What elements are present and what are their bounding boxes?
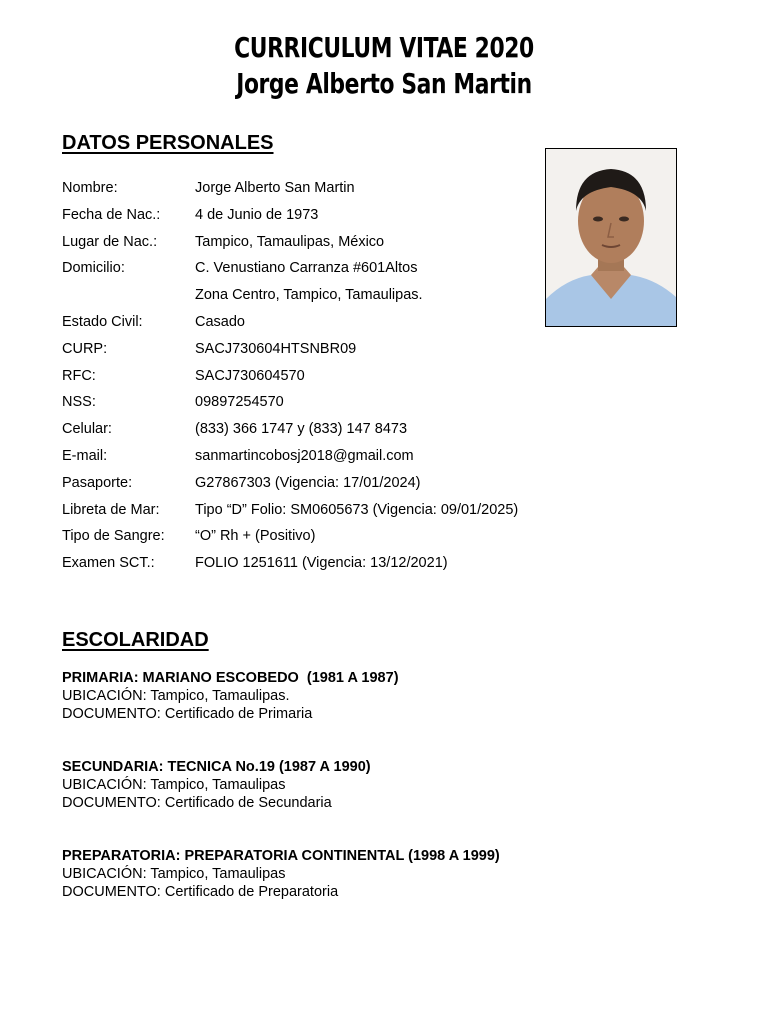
personal-row-domicilio <box>62 258 518 285</box>
field-label: Tipo de Sangre: <box>62 528 165 545</box>
field-value: (833) 366 1747 y (833) 147 8473 <box>195 421 408 438</box>
field-value: 09897254570 <box>195 394 284 411</box>
personal-row-email <box>62 446 518 473</box>
education-location: UBICACIÓN: Tampico, Tamaulipas <box>62 777 286 793</box>
personal-data-heading: DATOS PERSONALES <box>62 132 274 154</box>
education-entry-preparatoria <box>62 847 500 901</box>
field-label: Domicilio: <box>62 260 125 277</box>
personal-row-curp <box>62 339 518 366</box>
personal-row-lugar-nac <box>62 232 518 259</box>
field-value: SACJ730604HTSNBR09 <box>195 340 357 357</box>
field-value: Tipo “D” Folio: SM0605673 (Vigencia: 09/01/2025) <box>195 501 519 518</box>
person-name-title: Jorge Alberto San Martin <box>236 67 532 100</box>
education-location: UBICACIÓN: Tampico, Tamaulipas <box>62 866 286 882</box>
field-value: Casado <box>195 313 245 330</box>
field-value: FOLIO 1251611 (Vigencia: 13/12/2021) <box>195 555 448 572</box>
field-value: SACJ730604570 <box>195 367 305 384</box>
personal-row-fecha-nac <box>62 205 518 232</box>
education-document: DOCUMENTO: Certificado de Preparatoria <box>62 884 339 900</box>
education-heading: ESCOLARIDAD <box>62 629 209 651</box>
field-value: sanmartincobosj2018@gmail.com <box>195 447 414 464</box>
field-label: Celular: <box>62 421 112 438</box>
person-portrait-icon <box>546 149 676 326</box>
field-value: G27867303 (Vigencia: 17/01/2024) <box>195 474 421 491</box>
field-label <box>62 285 195 312</box>
education-document: DOCUMENTO: Certificado de Secundaria <box>62 795 332 811</box>
field-label: Examen SCT.: <box>62 555 155 572</box>
education-title: PRIMARIA: MARIANO ESCOBEDO (1981 A 1987) <box>62 670 399 686</box>
education-entry-primaria <box>62 669 399 723</box>
field-label: Fecha de Nac.: <box>62 206 161 223</box>
field-value: Zona Centro, Tampico, Tamaulipas. <box>195 287 423 304</box>
personal-row-pasaporte <box>62 473 518 500</box>
field-value: “O” Rh + (Positivo) <box>195 528 316 545</box>
profile-photo <box>545 148 677 327</box>
field-label: E-mail: <box>62 447 108 464</box>
field-value: C. Venustiano Carranza #601Altos <box>195 260 418 277</box>
personal-row-estado-civil <box>62 312 518 339</box>
personal-row-nss <box>62 392 518 419</box>
field-label: NSS: <box>62 394 96 411</box>
field-label: Estado Civil: <box>62 313 143 330</box>
personal-row-nombre <box>62 178 518 205</box>
personal-row-celular <box>62 419 518 446</box>
field-label: Pasaporte: <box>62 474 133 491</box>
field-value: Jorge Alberto San Martin <box>195 180 355 196</box>
personal-row-libreta-mar <box>62 500 518 527</box>
education-document: DOCUMENTO: Certificado de Primaria <box>62 706 313 722</box>
document-title: CURRICULUM VITAE 2020 <box>234 31 534 64</box>
personal-row-examen-sct <box>62 553 518 580</box>
education-entry-secundaria <box>62 758 371 812</box>
field-label: CURP: <box>62 340 108 357</box>
personal-data-list <box>62 178 518 580</box>
field-value: 4 de Junio de 1973 <box>195 206 319 223</box>
field-value: Tampico, Tamaulipas, México <box>195 233 385 250</box>
personal-row-domicilio-cont <box>62 285 518 312</box>
personal-row-rfc <box>62 366 518 393</box>
field-label: Lugar de Nac.: <box>62 233 158 250</box>
field-label: Libreta de Mar: <box>62 501 160 518</box>
education-title: PREPARATORIA: PREPARATORIA CONTINENTAL (1998 A 1999) <box>62 848 500 864</box>
education-title: SECUNDARIA: TECNICA No.19 (1987 A 1990) <box>62 759 371 775</box>
education-location: UBICACIÓN: Tampico, Tamaulipas. <box>62 688 290 704</box>
field-label: RFC: <box>62 367 96 384</box>
document-header <box>0 30 768 102</box>
field-label: Nombre: <box>62 180 118 196</box>
personal-row-tipo-sangre <box>62 526 518 553</box>
